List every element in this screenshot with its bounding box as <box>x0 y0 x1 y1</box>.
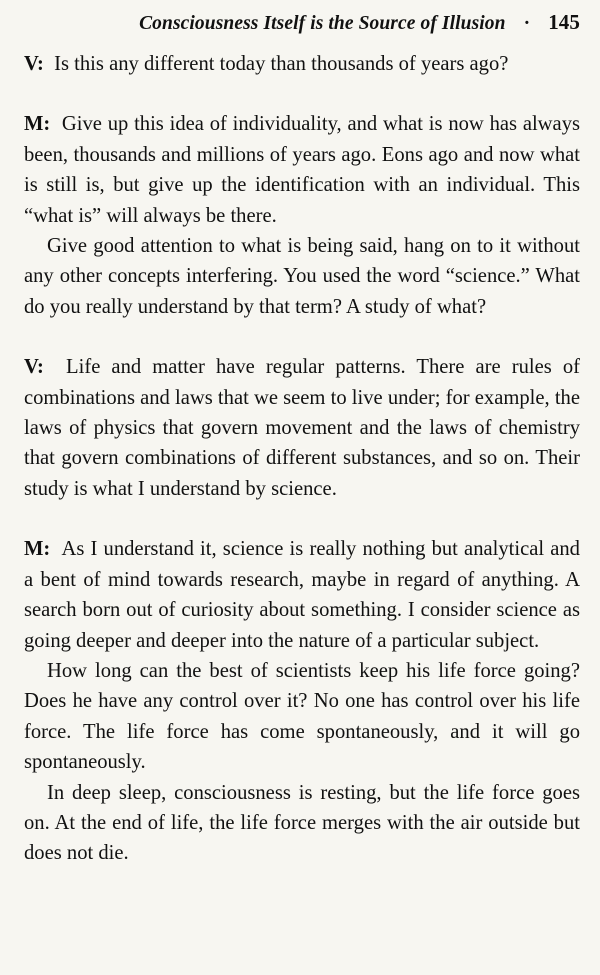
paragraph-text: Give good attention to what is being said, hang on to it without any other concepts interfering. You used the word “science.” What do you really understand by that term? A study of what? <box>24 235 580 318</box>
page-number: 145 <box>548 10 580 34</box>
speaker-label: V: <box>24 356 44 379</box>
paragraph-gap <box>24 322 580 352</box>
speaker-label: M: <box>24 538 51 561</box>
paragraph-text: In deep sleep, consciousness is resting, but the life force goes on. At the end of life, the life force merges with the air outside but does not die. <box>24 781 580 865</box>
running-header <box>24 10 580 38</box>
paragraph-text: As I understand it, science is really nothing but analytical and a bent of mind towards research, maybe in regard of anything. A search born out of curiosity about something. I consider science as going deeper and deeper into the nature of a particular subject. <box>24 538 580 652</box>
paragraph-text: Is this any different today than thousands of years ago? <box>54 53 509 75</box>
paragraph-text: Give up this idea of individuality, and what is now has always been, thousands and millions of years ago. Eons ago and now what is still is, but give up the identification with an individual. This “what is” will always be there. <box>24 113 581 227</box>
paragraph-continuation-2 <box>24 656 580 778</box>
paragraph-v-1 <box>24 49 580 79</box>
page-body <box>24 49 580 869</box>
paragraph-text: Life and matter have regular patterns. There are rules of combinations and laws that we seem to live under; for example, the laws of physics that govern movement and the laws of chemistry that govern combinations of different substances, and so on. Their study is what I understand by science. <box>24 356 580 500</box>
header-separator: · <box>523 13 531 34</box>
paragraph-m-2 <box>24 534 580 656</box>
paragraph-gap <box>24 79 580 109</box>
speaker-label: M: <box>24 113 51 136</box>
speaker-label: V: <box>24 53 44 75</box>
paragraph-continuation-3 <box>24 778 580 869</box>
paragraph-continuation-1 <box>24 231 580 322</box>
running-title: Consciousness Itself is the Source of Illusion <box>139 13 506 34</box>
paragraph-v-2 <box>24 352 580 504</box>
paragraph-m-1 <box>24 109 580 231</box>
paragraph-text: How long can the best of scientists keep his life force going? Does he have any control over it? No one has control over his life force. The life force has come spontaneously, and it will go spontaneously. <box>24 659 580 774</box>
paragraph-gap <box>24 504 580 534</box>
